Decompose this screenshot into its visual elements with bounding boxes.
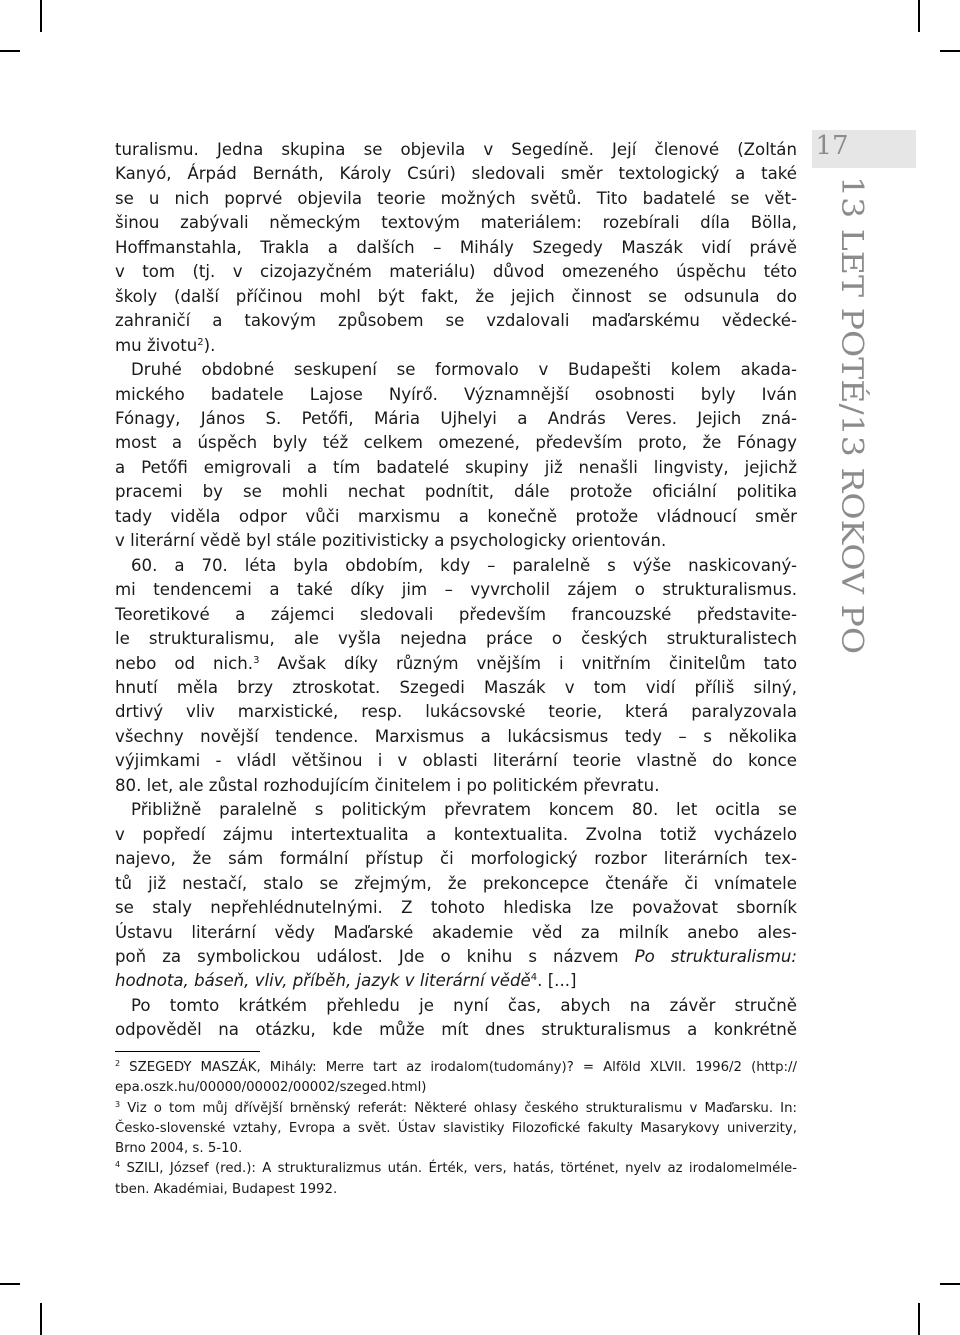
- footnote-rule: [115, 1051, 260, 1052]
- text-line: Druhé obdobné seskupení se formovalo v Budapešti kolem akada-: [131, 360, 797, 380]
- footnote: [115, 1159, 797, 1200]
- crop-mark: [918, 1303, 920, 1335]
- text-line: Teoretikové a zájemci sledovali především francouzské představite-: [115, 604, 797, 624]
- text-line: Po tomto krátkém přehledu je nyní čas, abych na závěr stručně: [131, 995, 797, 1015]
- text-line: Fónagy, János S. Petőfi, Mária Ujhelyi a András Veres. Jejich zná-: [115, 408, 797, 428]
- text-line: Kanyó, Árpád Bernáth, Károly Csúri) sledovali směr textologický a také: [115, 164, 797, 184]
- text-line: pracemi by se mohli nechat podnítit, dále protože oficiální politika: [115, 482, 797, 502]
- footnote-line: epa.oszk.hu/00000/00002/00002/szeged.html): [115, 1080, 427, 1096]
- crop-mark: [0, 50, 20, 52]
- footnote-ref: 2: [197, 336, 204, 348]
- crop-mark: [918, 0, 920, 32]
- footnote-number: 4: [115, 1160, 121, 1170]
- crop-mark: [940, 1283, 960, 1285]
- footnote-line: $^2$ SZEGEDY MASZÁK, Mihály: Merre tart az irodalom(tudomány)? = Alföld XLVII. 1996/2 (http://: [115, 1059, 797, 1075]
- text-line: a Petőfi emigrovali a tím badatelé skupiny již nenašli lingvisty, jejichž: [115, 457, 797, 477]
- text-line: se u nich poprvé objevila teorie možných světů. Tito badatelé se vět-: [115, 188, 797, 208]
- running-title-text: 13 LET POTÉ/13 ROKOV PO: [834, 176, 869, 609]
- italic-title: Po strukturalismu:: [634, 946, 797, 966]
- footnote-line: Brno 2004, s. 5-10.: [115, 1141, 243, 1157]
- text-line: školy (další příčinou mohl být fakt, že jejich činnost se odsunula do: [115, 286, 797, 306]
- footnote-line: Česko-slovenské vztahy, Evropa a svět. Ústav slavistiky Filozofické fakulty Masarykovy univerzity,: [115, 1120, 797, 1136]
- text-line: zahraničí a takovým způsobem se vzdalovali maďarskému vědecké-: [115, 311, 797, 331]
- text-line: drtivý vliv marxistické, resp. lukácsovské teorie, která paralyzovala: [115, 702, 797, 722]
- crop-mark: [940, 50, 960, 52]
- text-line: hodnota, báseň, vliv, příběh, jazyk v literární vědě$^4$. [...]: [115, 971, 577, 991]
- paragraph: [115, 554, 797, 799]
- paragraph: [115, 138, 797, 358]
- text-line: Přibližně paralelně s politickým převratem koncem 80. let ocitla se: [131, 800, 797, 820]
- text-line: hnutí měla brzy ztroskotat. Szegedi Maszák v tom vidí příliš silný,: [115, 677, 797, 697]
- text-line: mi tendencemi a také díky jim – vyvrcholil zájem o strukturalismus.: [115, 580, 797, 600]
- footnote-line: $^4$ SZILI, József (red.): A strukturalizmus után. Érték, vers, hatás, történet, nyelv az irodalomelméle-: [115, 1160, 797, 1177]
- text-line: 60. a 70. léta byla obdobím, kdy – paralelně s výše naskicovaný-: [131, 555, 797, 575]
- body-text: [115, 138, 797, 1043]
- text-line: most a úspěch byly též celkem omezené, především proto, že Fónagy: [115, 433, 797, 453]
- page-number: 17: [815, 131, 849, 161]
- footnote-line: tben. Akadémiai, Budapest 1992.: [115, 1181, 338, 1197]
- text-line: najevo, že sám formální přístup či morfologický rozbor literárních tex-: [115, 849, 797, 869]
- footnote-number: 2: [115, 1059, 121, 1068]
- text-line: v literární vědě byl stále pozitivisticky a psychologicky orientován.: [115, 531, 667, 551]
- text-line: Hoffmanstahla, Trakla a dalších – Mihály Szegedy Maszák vidí právě: [115, 237, 797, 257]
- text-line: 80. let, ale zůstal rozhodujícím činitelem i po politickém převratu.: [115, 775, 660, 795]
- footnotes: [115, 1058, 797, 1200]
- footnote-number: 3: [115, 1099, 121, 1109]
- footnote-ref: 3: [253, 654, 260, 666]
- crop-mark: [40, 1303, 42, 1335]
- running-title: [832, 176, 874, 656]
- text-line: šinou zabývali německým textovým materiálem: rozebírali díla Bölla,: [115, 213, 797, 233]
- text-line: poň za symbolickou událost. Jde o knihu s názvem Po strukturalismu:: [115, 946, 797, 966]
- crop-mark: [40, 0, 42, 32]
- paragraph: [115, 994, 797, 1043]
- text-line: výjimkami - vládl většinou i v oblasti literární teorie vlastně do konce: [115, 751, 797, 771]
- text-line: všechny novější tendence. Marxismus a lukácsismus tedy – s několika: [115, 726, 797, 746]
- text-line: v tom (tj. v cizojazyčném materiálu) důvod omezeného úspěchu této: [115, 262, 797, 282]
- text-line: le strukturalismu, ale vyšla nejedna práce o českých strukturalistech: [115, 629, 797, 649]
- italic-title: hodnota, báseň, vliv, příběh, jazyk v literární vědě: [115, 971, 531, 991]
- text-line: turalismu. Jedna skupina se objevila v Segedíně. Její členové (Zoltán: [115, 140, 797, 159]
- paragraph: [115, 798, 797, 994]
- text-line: nebo od nich.$^3$ Avšak díky různým vnějším i vnitřním činitelům tato: [115, 653, 797, 673]
- text-line: mického badatele Lajose Nyírő. Významnější osobnosti byly Iván: [115, 384, 797, 404]
- text-line: odpověděl na otázku, kde může mít dnes strukturalismus a konkrétně: [115, 1020, 797, 1040]
- text-line: se staly nepřehlédnutelnými. Z tohoto hlediska lze považovat sborník: [115, 898, 797, 918]
- footnote: [115, 1099, 797, 1160]
- footnote-ref: 4: [530, 972, 538, 984]
- text-line: v popředí zájmu intertextualita a kontextualita. Zvolna totiž vycházelo: [115, 824, 797, 844]
- text-line: mu životu$^2$).: [115, 335, 216, 355]
- text-line: tady viděla odpor vůči marxismu a konečně protože vládnoucí směr: [115, 506, 797, 526]
- text-line: Ústavu literární vědy Maďarské akademie věd za milník anebo ales-: [115, 922, 797, 942]
- text-line: tů již nestačí, stalo se zřejmým, že prekoncepce čtenáře či vnímatele: [115, 873, 797, 893]
- footnote-line: $^3$ Viz o tom můj dřívější brněnský referát: Některé ohlasy českého strukturalismu v Maďarsku. In:: [115, 1099, 797, 1116]
- paragraph: [115, 358, 797, 554]
- footnote: [115, 1058, 797, 1099]
- crop-mark: [0, 1283, 20, 1285]
